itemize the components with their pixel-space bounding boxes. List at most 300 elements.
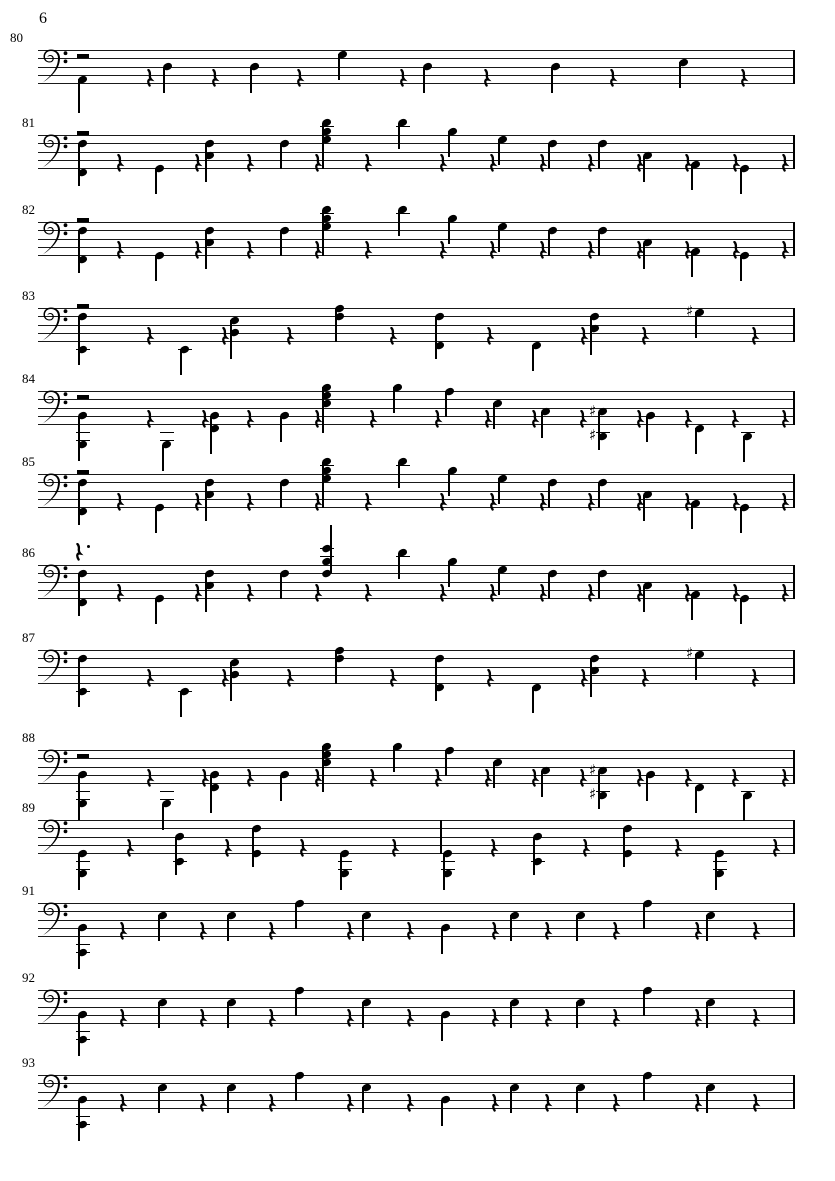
note-stem [162, 445, 163, 471]
note-stem [590, 316, 591, 354]
note-head [154, 250, 165, 260]
note-head [204, 477, 215, 487]
note-head [229, 670, 240, 680]
staff-line [38, 650, 795, 651]
quarter-rest-icon [694, 922, 703, 940]
note-head [642, 898, 653, 908]
note-stem [441, 1015, 442, 1041]
note-head [77, 1010, 88, 1020]
measure-number: 83 [22, 288, 35, 303]
staff-line [38, 990, 795, 991]
note-head [714, 869, 725, 879]
staff-line [38, 1007, 795, 1008]
quarter-rest-icon [731, 769, 740, 787]
note-stem [646, 775, 647, 801]
quarter-rest-icon [781, 493, 790, 511]
barline [793, 135, 795, 169]
note-head [742, 791, 753, 801]
staff-line [38, 308, 795, 309]
note-head [597, 432, 608, 442]
bass-clef-icon [40, 1074, 70, 1112]
note-stem [441, 1100, 442, 1126]
quarter-rest-icon [781, 241, 790, 259]
quarter-rest-icon [194, 584, 203, 602]
note-stem [623, 828, 624, 867]
staff-line [38, 474, 795, 475]
quarter-rest-icon [580, 327, 589, 345]
staff-line [38, 391, 795, 392]
note-head [77, 770, 88, 780]
quarter-rest-icon [539, 154, 548, 172]
staff-line [38, 758, 795, 759]
quarter-rest-icon [434, 769, 443, 787]
sharp-accidental: ♯ [686, 302, 694, 321]
note-head [294, 985, 305, 995]
quarter-rest-icon [674, 839, 683, 857]
note-head [645, 770, 656, 780]
note-head [161, 799, 172, 809]
measure-number: 84 [22, 371, 35, 386]
quarter-rest-icon [116, 493, 125, 511]
quarter-rest-icon [286, 327, 295, 345]
note-head [742, 432, 753, 442]
note-stem [78, 416, 79, 461]
sharp-accidental: ♯ [589, 785, 597, 804]
note-head [597, 568, 608, 578]
staff-line [38, 399, 795, 400]
staff-line [38, 590, 795, 591]
quarter-rest-icon [539, 584, 548, 602]
bass-clef-icon [40, 564, 70, 602]
note-head [77, 948, 88, 958]
bass-clef-icon [40, 989, 70, 1027]
note-head [422, 62, 433, 72]
quarter-rest-icon [146, 69, 155, 87]
quarter-rest-icon [434, 410, 443, 428]
note-head [532, 832, 543, 842]
note-head [279, 568, 290, 578]
note-head [442, 869, 453, 879]
note-stem [643, 243, 644, 269]
staff-line [38, 499, 795, 500]
note-stem [78, 1015, 79, 1056]
note-head [642, 985, 653, 995]
note-stem [643, 586, 644, 612]
quarter-rest-icon [641, 327, 650, 345]
quarter-rest-icon [296, 69, 305, 87]
note-head [547, 477, 558, 487]
note-head [77, 848, 88, 858]
staff-line [38, 507, 795, 508]
half-rest-icon [77, 754, 89, 758]
note-head [204, 138, 215, 148]
quarter-rest-icon [246, 493, 255, 511]
half-rest-icon [77, 395, 89, 399]
staff-line [38, 837, 795, 838]
staff-line [38, 658, 795, 659]
note-stem [205, 573, 206, 611]
note-head [174, 832, 185, 842]
measure-number: 93 [22, 1055, 35, 1070]
quarter-rest-icon [199, 1009, 208, 1027]
quarter-rest-icon [346, 1094, 355, 1112]
staff-line [38, 565, 795, 566]
quarter-rest-icon [119, 922, 128, 940]
quarter-rest-icon [224, 839, 233, 857]
note-head [597, 791, 608, 801]
quarter-rest-icon [439, 584, 448, 602]
note-stem [230, 320, 231, 358]
quarter-rest-icon [636, 769, 645, 787]
staff-line [38, 750, 795, 751]
note-head [547, 225, 558, 235]
barline [793, 391, 795, 425]
staff-line [38, 316, 795, 317]
staff-line [38, 135, 795, 136]
quarter-rest-icon [740, 69, 749, 87]
bass-clef-icon [40, 49, 70, 87]
note-head [279, 770, 290, 780]
quarter-rest-icon [490, 839, 499, 857]
note-head [154, 502, 165, 512]
quarter-rest-icon [439, 241, 448, 259]
barline [793, 565, 795, 599]
half-rest-icon [77, 54, 89, 58]
note-stem [590, 658, 591, 696]
quarter-rest-icon [531, 769, 540, 787]
staff-line [38, 767, 795, 768]
staff-line [38, 1023, 795, 1024]
quarter-rest-icon [119, 1009, 128, 1027]
staff-line [38, 50, 795, 51]
quarter-rest-icon [246, 154, 255, 172]
note-head [204, 568, 215, 578]
note-head [440, 1095, 451, 1105]
quarter-rest-icon [587, 584, 596, 602]
note-head [77, 225, 88, 235]
quarter-rest-icon [146, 410, 155, 428]
note-head [434, 311, 445, 321]
note-head [251, 823, 262, 833]
barline [793, 750, 795, 784]
measure-number: 86 [22, 545, 35, 560]
note-head [77, 477, 88, 487]
bass-clef-icon [40, 649, 70, 687]
bass-clef-icon [40, 390, 70, 428]
measure-number: 80 [10, 30, 23, 45]
quarter-rest-icon [483, 69, 492, 87]
sharp-accidental: ♯ [589, 401, 597, 420]
barline [793, 222, 795, 256]
note-head [589, 653, 600, 663]
note-head [279, 411, 290, 421]
note-head [440, 923, 451, 933]
quarter-rest-icon [116, 241, 125, 259]
staff-line [38, 67, 795, 68]
quarter-rest-icon [364, 154, 373, 172]
quarter-rest-icon [544, 1094, 553, 1112]
note-head [77, 653, 88, 663]
quarter-rest-icon [641, 669, 650, 687]
note-head [154, 593, 165, 603]
quarter-rest-icon [116, 584, 125, 602]
quarter-rest-icon [489, 241, 498, 259]
note-stem [205, 230, 206, 268]
quarter-rest-icon [406, 1094, 415, 1112]
quarter-rest-icon [486, 669, 495, 687]
quarter-rest-icon [246, 241, 255, 259]
quarter-rest-icon [268, 922, 277, 940]
note-head [154, 163, 165, 173]
note-stem [78, 928, 79, 969]
note-stem [78, 775, 79, 820]
measure-number: 89 [22, 800, 35, 815]
staff-line [38, 1092, 795, 1093]
page-number: 6 [39, 10, 47, 27]
note-stem [252, 828, 253, 867]
staff-line [38, 936, 795, 937]
quarter-rest-icon [221, 327, 230, 345]
note-stem [78, 482, 79, 525]
note-head [339, 869, 350, 879]
note-head [77, 869, 88, 879]
note-head [77, 568, 88, 578]
quarter-rest-icon [489, 493, 498, 511]
quarter-rest-icon [587, 241, 596, 259]
note-stem [541, 412, 542, 438]
note-head [434, 653, 445, 663]
note-stem [541, 771, 542, 797]
note-head [444, 386, 455, 396]
note-stem [598, 771, 599, 810]
quarter-rest-icon [299, 839, 308, 857]
note-head [162, 62, 173, 72]
half-rest-icon [77, 218, 89, 222]
note-head [77, 799, 88, 809]
quarter-rest-icon [544, 922, 553, 940]
note-head [739, 250, 750, 260]
quarter-rest-icon [391, 839, 400, 857]
note-head [179, 344, 190, 354]
quarter-rest-icon [246, 769, 255, 787]
staff-line [38, 143, 795, 144]
staff-line [38, 998, 795, 999]
note-stem [78, 658, 79, 707]
bass-clef-icon [40, 749, 70, 787]
note-stem [205, 143, 206, 181]
quarter-rest-icon [539, 493, 548, 511]
measure-number: 91 [22, 883, 35, 898]
note-head [597, 225, 608, 235]
staff-line [38, 582, 795, 583]
measure-number: 87 [22, 630, 35, 645]
note-head [279, 477, 290, 487]
quarter-rest-icon [389, 669, 398, 687]
quarter-rest-icon [544, 1009, 553, 1027]
note-stem [280, 775, 281, 801]
staff-line [38, 491, 795, 492]
quarter-rest-icon [772, 839, 781, 857]
quarter-rest-icon [636, 410, 645, 428]
barline [793, 308, 795, 342]
quarter-rest-icon [781, 769, 790, 787]
note-head [339, 848, 350, 858]
quarter-rest-icon [489, 584, 498, 602]
note-head [550, 62, 561, 72]
staff-line [38, 325, 795, 326]
note-head [622, 823, 633, 833]
note-head [589, 311, 600, 321]
sharp-accidental: ♯ [589, 760, 597, 779]
quarter-rest-icon [201, 769, 210, 787]
quarter-rest-icon [781, 584, 790, 602]
note-head [279, 138, 290, 148]
note-head [642, 1070, 653, 1080]
note-stem [280, 416, 281, 442]
quarter-rest-icon [612, 922, 621, 940]
half-rest-icon [77, 470, 89, 474]
quarter-rest-icon [194, 241, 203, 259]
staff-line [38, 1015, 795, 1016]
quarter-rest-icon [364, 493, 373, 511]
note-head [209, 411, 220, 421]
quarter-rest-icon [579, 410, 588, 428]
quarter-rest-icon [439, 154, 448, 172]
quarter-rest-icon [314, 584, 323, 602]
note-head [714, 848, 725, 858]
staff-line [38, 230, 795, 231]
measure-number: 88 [22, 730, 35, 745]
staff-line [38, 573, 795, 574]
note-head [334, 303, 345, 313]
note-head [294, 898, 305, 908]
barline [793, 990, 795, 1024]
note-head [229, 328, 240, 338]
note-head [77, 411, 88, 421]
sharp-accidental: ♯ [589, 426, 597, 445]
quarter-rest-icon [587, 154, 596, 172]
quarter-rest-icon [146, 669, 155, 687]
quarter-rest-icon [489, 154, 498, 172]
quarter-rest-icon [752, 922, 761, 940]
note-head [204, 225, 215, 235]
staff-line [38, 152, 795, 153]
staff-line [38, 1108, 795, 1109]
quarter-rest-icon [752, 1094, 761, 1112]
quarter-rest-icon [580, 669, 589, 687]
barline [793, 1075, 795, 1109]
quarter-rest-icon [751, 669, 760, 687]
note-stem [162, 804, 163, 830]
quarter-rest-icon [491, 922, 500, 940]
note-stem [78, 1100, 79, 1141]
staff-line [38, 247, 795, 248]
quarter-rest-icon [486, 327, 495, 345]
barline [793, 50, 795, 84]
quarter-rest-icon [346, 1009, 355, 1027]
quarter-rest-icon [579, 769, 588, 787]
note-head [597, 477, 608, 487]
note-head [161, 440, 172, 450]
staff-line [38, 667, 795, 668]
note-stem [210, 416, 211, 454]
quarter-rest-icon [146, 327, 155, 345]
note-head [249, 62, 260, 72]
staff-line [38, 598, 795, 599]
quarter-rest-icon [399, 69, 408, 87]
staff-line [38, 239, 795, 240]
half-rest-icon [77, 304, 89, 308]
bass-clef-icon [40, 307, 70, 345]
measure-number: 81 [22, 115, 35, 130]
quarter-rest-icon [369, 769, 378, 787]
quarter-rest-icon [246, 584, 255, 602]
quarter-rest-icon [199, 922, 208, 940]
quarter-rest-icon [126, 839, 135, 857]
quarter-rest-icon [199, 1094, 208, 1112]
quarter-rest-icon [364, 584, 373, 602]
quarter-rest-icon [694, 1094, 703, 1112]
note-head [444, 745, 455, 755]
sharp-accidental: ♯ [686, 644, 694, 663]
quarter-rest-icon [684, 410, 693, 428]
note-head [597, 138, 608, 148]
staff-line [38, 255, 795, 256]
quarter-rest-icon [539, 241, 548, 259]
staff-line [38, 820, 795, 821]
quarter-rest-icon [146, 769, 155, 787]
quarter-rest-icon [587, 493, 596, 511]
barline [793, 903, 795, 937]
note-stem [78, 79, 79, 113]
quarter-rest-icon [751, 327, 760, 345]
staff-line [38, 928, 795, 929]
note-head [547, 138, 558, 148]
note-stem [435, 658, 436, 701]
quarter-rest-icon [781, 154, 790, 172]
quarter-rest-icon [694, 1009, 703, 1027]
quarter-rest-icon [406, 922, 415, 940]
quarter-rest-icon [484, 769, 493, 787]
quarter-rest-icon [612, 1009, 621, 1027]
staff-line [38, 482, 795, 483]
note-stem [643, 156, 644, 182]
quarter-rest-icon [246, 410, 255, 428]
quarter-rest-icon [781, 410, 790, 428]
note-stem [78, 573, 79, 616]
note-stem [210, 775, 211, 813]
note-stem [398, 462, 399, 488]
quarter-rest-icon [731, 410, 740, 428]
quarter-rest-icon [684, 769, 693, 787]
note-head [77, 1035, 88, 1045]
ledger-line [160, 432, 174, 433]
note-head [739, 502, 750, 512]
note-head [440, 1010, 451, 1020]
note-head [547, 568, 558, 578]
note-head [279, 225, 290, 235]
bass-clef-icon [40, 134, 70, 172]
staff-line [38, 1075, 795, 1076]
quarter-rest-icon [406, 1009, 415, 1027]
note-stem [78, 230, 79, 273]
staff-line [38, 408, 795, 409]
note-head [739, 163, 750, 173]
note-head [334, 645, 345, 655]
note-stem [398, 553, 399, 579]
quarter-rest-icon [609, 69, 618, 87]
note-stem [533, 837, 534, 876]
